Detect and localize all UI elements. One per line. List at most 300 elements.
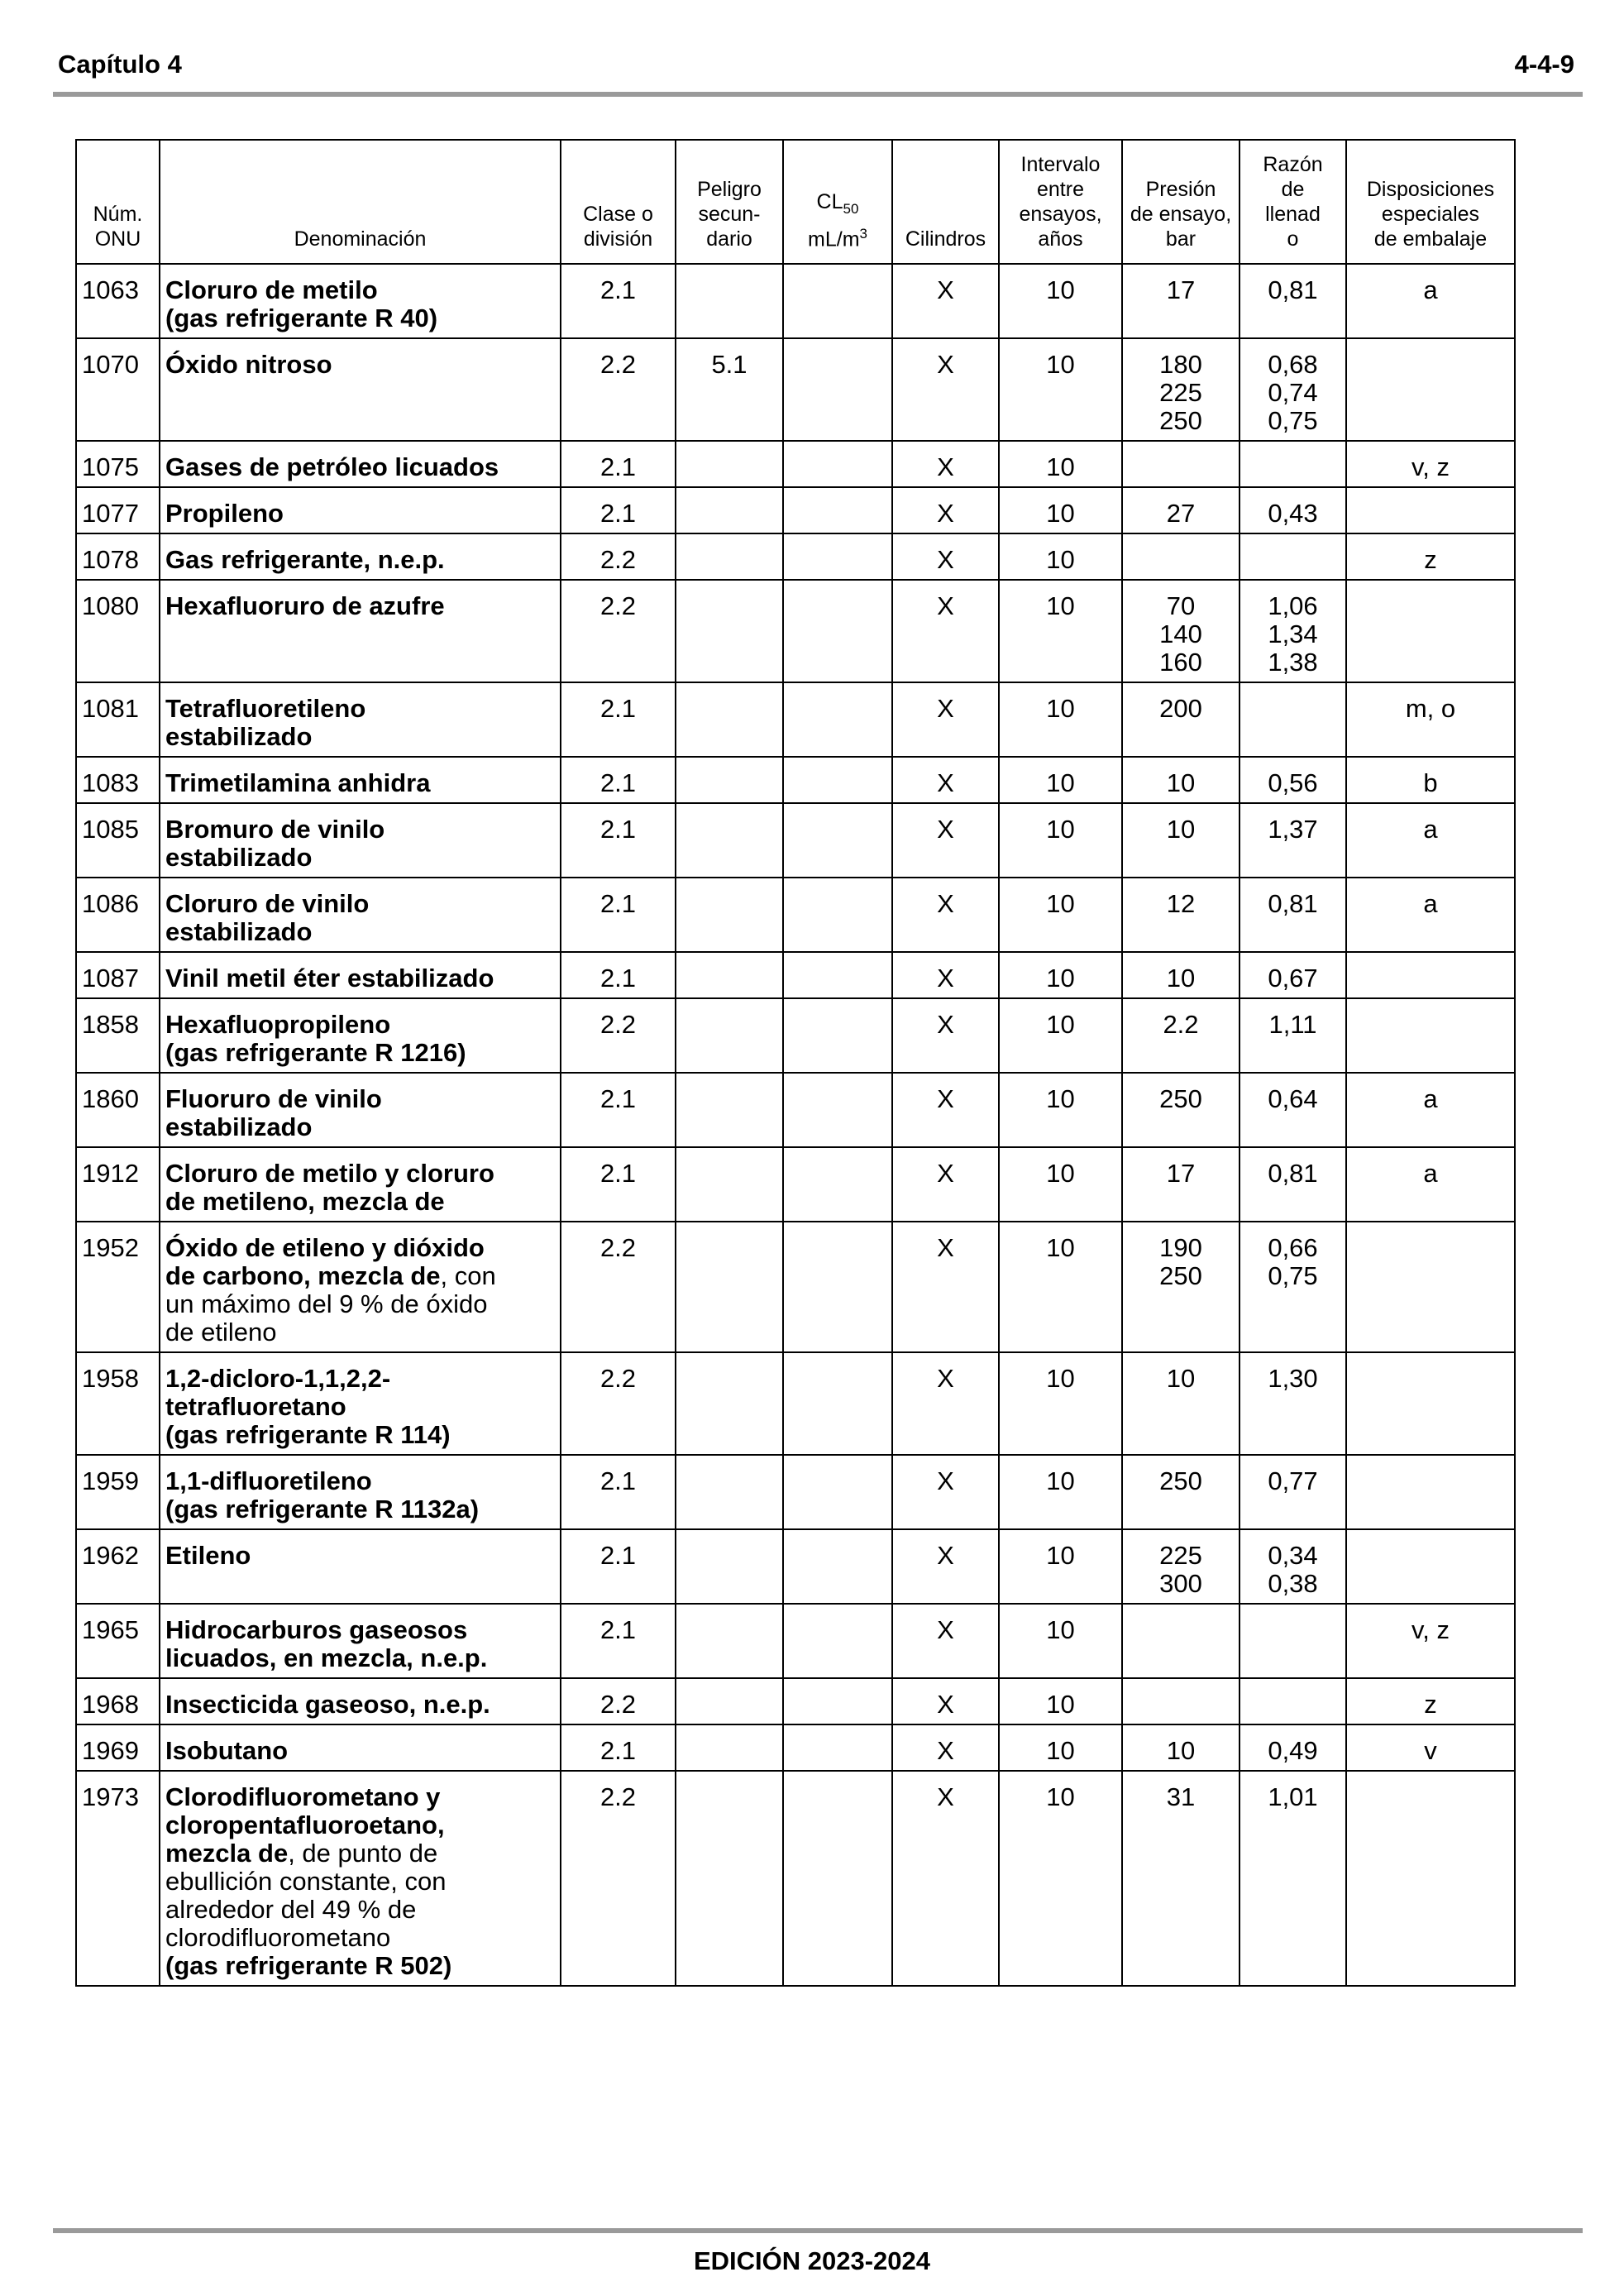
filling-ratio-cell [1239,533,1346,580]
chapter-title: Capítulo 4 [58,50,182,79]
table-row [76,1073,1515,1147]
class-cell: 2.1 [561,1455,676,1529]
name-line [165,1691,555,1719]
test-pressure-cell [1122,487,1239,533]
un-number-cell: 1085 [76,803,160,878]
header-line: Denominación [294,227,427,251]
test-pressure-cell [1122,803,1239,878]
un-number-cell: 1962 [76,1529,160,1604]
filling-ratio-value: 0,43 [1268,499,1318,528]
col-header-lc50 [783,140,892,264]
packing-provisions-cell [1346,580,1515,682]
name-text-rest: , con [440,1261,496,1290]
un-number-cell: 1965 [76,1604,160,1678]
name-cell [160,757,561,803]
packing-provisions-cell: v, z [1346,1604,1515,1678]
name-text: Isobutano [165,1736,289,1765]
test-interval-cell: 10 [999,878,1122,952]
packing-provisions-cell [1346,1529,1515,1604]
filling-ratio-value: 1,06 [1268,591,1318,620]
subsidiary-hazard-cell [676,1455,783,1529]
name-text: Hidrocarburos gaseosos [165,1615,468,1644]
name-line [165,1290,555,1318]
name-text: mezcla de [165,1839,289,1868]
name-line [165,1467,555,1495]
name-line [165,1542,555,1570]
name-line [165,1811,555,1839]
pressure-value: 200 [1159,694,1202,723]
un-number-cell: 1083 [76,757,160,803]
name-line [165,1896,555,1924]
name-cell [160,1678,561,1724]
test-pressure-cell [1122,441,1239,487]
name-text: de carbono, mezcla de [165,1261,441,1290]
name-line [165,1644,555,1672]
filling-ratio-cell [1239,1222,1346,1352]
cylinders-cell: X [892,1771,999,1986]
test-interval-cell: 10 [999,1222,1122,1352]
name-line [165,964,555,993]
lc50-cell [783,338,892,441]
name-cell [160,1529,561,1604]
un-number-cell: 1063 [76,264,160,338]
pressure-value: 10 [1166,768,1196,797]
lc50-cell [783,1073,892,1147]
subsidiary-hazard-cell [676,487,783,533]
name-line [165,1011,555,1039]
name-text: (gas refrigerante R 502) [165,1951,452,1980]
test-pressure-cell [1122,1147,1239,1222]
filling-ratio-value: 0,81 [1268,1159,1318,1188]
test-pressure-cell [1122,757,1239,803]
name-text: 1,2-dicloro-1,1,2,2- [165,1364,391,1393]
subsidiary-hazard-cell [676,757,783,803]
test-interval-cell: 10 [999,1352,1122,1455]
name-text: un máximo del 9 % de óxido [165,1289,488,1318]
name-line [165,1393,555,1421]
subsidiary-hazard-cell [676,580,783,682]
test-pressure-cell [1122,1678,1239,1724]
test-interval-cell: 10 [999,441,1122,487]
filling-ratio-value: 0,75 [1268,1261,1318,1290]
lc50-unit: mL/m [808,227,860,251]
pressure-value: 250 [1159,1084,1202,1113]
table-row [76,1352,1515,1455]
class-cell: 2.2 [561,533,676,580]
cylinders-cell: X [892,878,999,952]
name-text: Hexafluopropileno [165,1010,391,1039]
subsidiary-hazard-cell [676,998,783,1073]
class-cell: 2.1 [561,264,676,338]
name-line [165,1737,555,1765]
pressure-value: 190 [1159,1233,1202,1262]
header-line: de [1281,178,1305,201]
test-pressure-cell [1122,998,1239,1073]
name-cell [160,533,561,580]
name-line [165,844,555,872]
filling-ratio-value: 0,77 [1268,1466,1318,1495]
subsidiary-hazard-cell [676,1352,783,1455]
name-cell [160,1771,561,1986]
name-cell [160,441,561,487]
lc50-cell [783,1222,892,1352]
un-number-cell: 1070 [76,338,160,441]
name-line [165,351,555,379]
filling-ratio-value: 1,30 [1268,1364,1318,1393]
col-header-test-interval [999,140,1122,264]
test-pressure-cell [1122,1222,1239,1352]
subsidiary-hazard-cell [676,1724,783,1771]
table-row [76,441,1515,487]
header-line: Clase o [583,203,653,226]
name-cell [160,682,561,757]
pressure-value: 70 [1166,591,1196,620]
test-interval-cell: 10 [999,682,1122,757]
name-line [165,276,555,304]
page-number: 4-4-9 [1514,50,1574,79]
lc50-label: CL [816,189,843,213]
lc50-cell [783,757,892,803]
header-line: años [1038,227,1083,251]
lc50-cell [783,533,892,580]
header-line: ONU [94,227,141,251]
packing-provisions-cell: a [1346,264,1515,338]
header-line: de ensayo, [1130,203,1232,226]
cylinders-cell: X [892,1455,999,1529]
lc50-cell [783,1771,892,1986]
subsidiary-hazard-cell [676,1529,783,1604]
filling-ratio-cell [1239,487,1346,533]
name-text: licuados, en mezcla, n.e.p. [165,1643,488,1672]
name-text: Fluoruro de vinilo [165,1084,382,1113]
cylinders-cell: X [892,757,999,803]
filling-ratio-value: 1,37 [1268,815,1318,844]
test-interval-cell: 10 [999,803,1122,878]
filling-ratio-cell [1239,338,1346,441]
table-row [76,487,1515,533]
name-line [165,1113,555,1141]
pressure-value: 17 [1166,275,1196,304]
class-cell: 2.2 [561,1352,676,1455]
filling-ratio-cell [1239,1352,1346,1455]
test-pressure-cell [1122,264,1239,338]
lc50-cell [783,1352,892,1455]
name-line [165,592,555,620]
test-interval-cell: 10 [999,580,1122,682]
name-text-rest: , de punto de [288,1839,438,1868]
pressure-value: 12 [1166,889,1196,918]
name-cell [160,1222,561,1352]
name-text: Gas refrigerante, n.e.p. [165,545,445,574]
gas-cylinder-table [75,139,1516,1987]
class-cell: 2.1 [561,487,676,533]
name-line [165,1160,555,1188]
filling-ratio-cell [1239,878,1346,952]
name-text: Trimetilamina anhidra [165,768,431,797]
subsidiary-hazard-cell [676,533,783,580]
name-line [165,1868,555,1896]
cylinders-cell: X [892,682,999,757]
un-number-cell: 1086 [76,878,160,952]
table-row [76,803,1515,878]
name-text: alrededor del 49 % de [165,1895,417,1924]
subsidiary-hazard-cell [676,803,783,878]
name-line [165,890,555,918]
lc50-cell [783,441,892,487]
lc50-cell [783,487,892,533]
class-cell: 2.1 [561,1529,676,1604]
test-pressure-cell [1122,338,1239,441]
test-interval-cell: 10 [999,757,1122,803]
test-interval-cell: 10 [999,1604,1122,1678]
header-line: Intervalo [1020,153,1101,176]
packing-provisions-cell: a [1346,1073,1515,1147]
name-line [165,695,555,723]
name-text: estabilizado [165,722,313,751]
name-cell [160,1724,561,1771]
cylinders-cell: X [892,1724,999,1771]
filling-ratio-cell [1239,264,1346,338]
name-cell [160,952,561,998]
header-line: Peligro [697,178,762,201]
un-number-cell: 1860 [76,1073,160,1147]
name-line [165,769,555,797]
name-line [165,1421,555,1449]
un-number-cell: 1077 [76,487,160,533]
lc50-cell [783,264,892,338]
subsidiary-hazard-cell [676,952,783,998]
cylinders-cell: X [892,580,999,682]
packing-provisions-cell: z [1346,533,1515,580]
packing-provisions-cell: a [1346,878,1515,952]
header-line: especiales [1381,203,1480,226]
cylinders-cell: X [892,803,999,878]
pressure-value: 10 [1166,815,1196,844]
test-interval-cell: 10 [999,1147,1122,1222]
subsidiary-hazard-cell [676,1771,783,1986]
lc50-cell [783,1604,892,1678]
edition-footer: EDICIÓN 2023-2024 [693,2246,931,2275]
class-cell: 2.1 [561,1073,676,1147]
test-pressure-cell [1122,682,1239,757]
name-cell [160,338,561,441]
lc50-cell [783,1724,892,1771]
col-header-un-number [76,140,160,264]
filling-ratio-value: 0,74 [1268,378,1318,407]
name-text: Vinil metil éter estabilizado [165,964,494,993]
name-line [165,1039,555,1067]
name-cell [160,1147,561,1222]
name-cell [160,1455,561,1529]
header-line: de embalaje [1373,227,1488,251]
packing-provisions-cell [1346,952,1515,998]
filling-ratio-value: 0,81 [1268,889,1318,918]
name-line [165,1783,555,1811]
cylinders-cell: X [892,338,999,441]
subsidiary-hazard-cell [676,264,783,338]
filling-ratio-value: 1,38 [1268,648,1318,677]
name-cell [160,1073,561,1147]
name-line [165,500,555,528]
filling-ratio-value: 0,34 [1268,1541,1318,1570]
pressure-value: 300 [1159,1569,1202,1598]
un-number-cell: 1969 [76,1724,160,1771]
table-row [76,952,1515,998]
un-number-cell: 1968 [76,1678,160,1724]
packing-provisions-cell [1346,998,1515,1073]
name-text: ebullición constante, con [165,1867,447,1896]
test-pressure-cell [1122,1724,1239,1771]
lc50-cell [783,682,892,757]
pressure-value: 180 [1159,350,1202,379]
packing-provisions-cell [1346,1352,1515,1455]
test-pressure-cell [1122,580,1239,682]
name-line [165,546,555,574]
filling-ratio-cell [1239,1147,1346,1222]
pressure-value: 10 [1166,1736,1196,1765]
name-cell [160,803,561,878]
test-interval-cell: 10 [999,338,1122,441]
name-line [165,304,555,332]
filling-ratio-cell [1239,1073,1346,1147]
name-line [165,1616,555,1644]
un-number-cell: 1858 [76,998,160,1073]
name-cell [160,1604,561,1678]
table-row [76,1529,1515,1604]
class-cell: 2.2 [561,580,676,682]
name-text: 1,1-difluoretileno [165,1466,372,1495]
test-interval-cell: 10 [999,952,1122,998]
pressure-value: 160 [1159,648,1202,677]
table-row [76,580,1515,682]
name-line [165,1188,555,1216]
filling-ratio-cell [1239,682,1346,757]
filling-ratio-cell [1239,1604,1346,1678]
un-number-cell: 1952 [76,1222,160,1352]
name-cell [160,998,561,1073]
filling-ratio-cell [1239,580,1346,682]
filling-ratio-value: 0,38 [1268,1569,1318,1598]
name-text: Gases de petróleo licuados [165,452,499,481]
subsidiary-hazard-cell [676,1604,783,1678]
col-header-filling-ratio [1239,140,1346,264]
header-line: Núm. [93,203,143,226]
un-number-cell: 1087 [76,952,160,998]
filling-ratio-cell [1239,998,1346,1073]
cylinders-cell: X [892,1073,999,1147]
name-text: (gas refrigerante R 1216) [165,1038,466,1067]
filling-ratio-cell [1239,1529,1346,1604]
cylinders-cell: X [892,1222,999,1352]
name-text: clorodifluorometano [165,1923,391,1952]
cylinders-cell: X [892,487,999,533]
table-row [76,998,1515,1073]
lc50-cell [783,878,892,952]
pressure-value: 250 [1159,1261,1202,1290]
class-cell: 2.2 [561,1678,676,1724]
cylinders-cell: X [892,533,999,580]
name-cell [160,878,561,952]
filling-ratio-value: 0,68 [1268,350,1318,379]
name-text: Cloruro de metilo [165,275,378,304]
test-interval-cell: 10 [999,487,1122,533]
header-line: Razón [1263,153,1323,176]
packing-provisions-cell: a [1346,803,1515,878]
name-text: (gas refrigerante R 40) [165,304,438,332]
test-interval-cell: 10 [999,264,1122,338]
name-text: estabilizado [165,843,313,872]
filling-ratio-value: 1,11 [1268,1010,1317,1039]
packing-provisions-cell: b [1346,757,1515,803]
cylinders-cell: X [892,441,999,487]
class-cell: 2.2 [561,1222,676,1352]
lc50-cell [783,1529,892,1604]
test-interval-cell: 10 [999,1073,1122,1147]
filling-ratio-cell [1239,952,1346,998]
col-header-name [160,140,561,264]
un-number-cell: 1973 [76,1771,160,1986]
filling-ratio-cell [1239,757,1346,803]
test-interval-cell: 10 [999,998,1122,1073]
test-pressure-cell [1122,1771,1239,1986]
cylinders-cell: X [892,998,999,1073]
header-line: Presión [1145,178,1216,201]
table-row [76,1455,1515,1529]
test-interval-cell: 10 [999,1724,1122,1771]
test-pressure-cell [1122,1352,1239,1455]
name-text: Propileno [165,499,284,528]
filling-ratio-value: 0,56 [1268,768,1318,797]
pressure-value: 225 [1159,378,1202,407]
name-text: Hexafluoruro de azufre [165,591,445,620]
table-row [76,682,1515,757]
header-line: bar [1165,227,1197,251]
cylinders-cell: X [892,1604,999,1678]
filling-ratio-value: 1,34 [1268,619,1318,648]
lc50-cell [783,580,892,682]
class-cell: 2.2 [561,1771,676,1986]
class-cell: 2.1 [561,952,676,998]
filling-ratio-cell [1239,1455,1346,1529]
col-header-test-pressure [1122,140,1239,264]
class-cell: 2.1 [561,757,676,803]
un-number-cell: 1078 [76,533,160,580]
class-cell: 2.1 [561,1147,676,1222]
name-text: (gas refrigerante R 1132a) [165,1495,480,1523]
class-cell: 2.1 [561,878,676,952]
footer-rule [53,2228,1583,2233]
filling-ratio-value: 0,66 [1268,1233,1318,1262]
name-cell [160,580,561,682]
table-row [76,757,1515,803]
name-line [165,1234,555,1262]
table-row [76,1147,1515,1222]
filling-ratio-cell [1239,441,1346,487]
packing-provisions-cell [1346,487,1515,533]
pressure-value: 225 [1159,1541,1202,1570]
subsidiary-hazard-cell [676,441,783,487]
name-line [165,1085,555,1113]
name-text: Bromuro de vinilo [165,815,385,844]
subsidiary-hazard-cell [676,1147,783,1222]
cylinders-cell: X [892,264,999,338]
name-text: Tetrafluoretileno [165,694,366,723]
name-text: estabilizado [165,1112,313,1141]
subsidiary-hazard-cell [676,682,783,757]
filling-ratio-value: 0,49 [1268,1736,1318,1765]
packing-provisions-cell: z [1346,1678,1515,1724]
name-text: cloropentafluoroetano, [165,1810,445,1839]
